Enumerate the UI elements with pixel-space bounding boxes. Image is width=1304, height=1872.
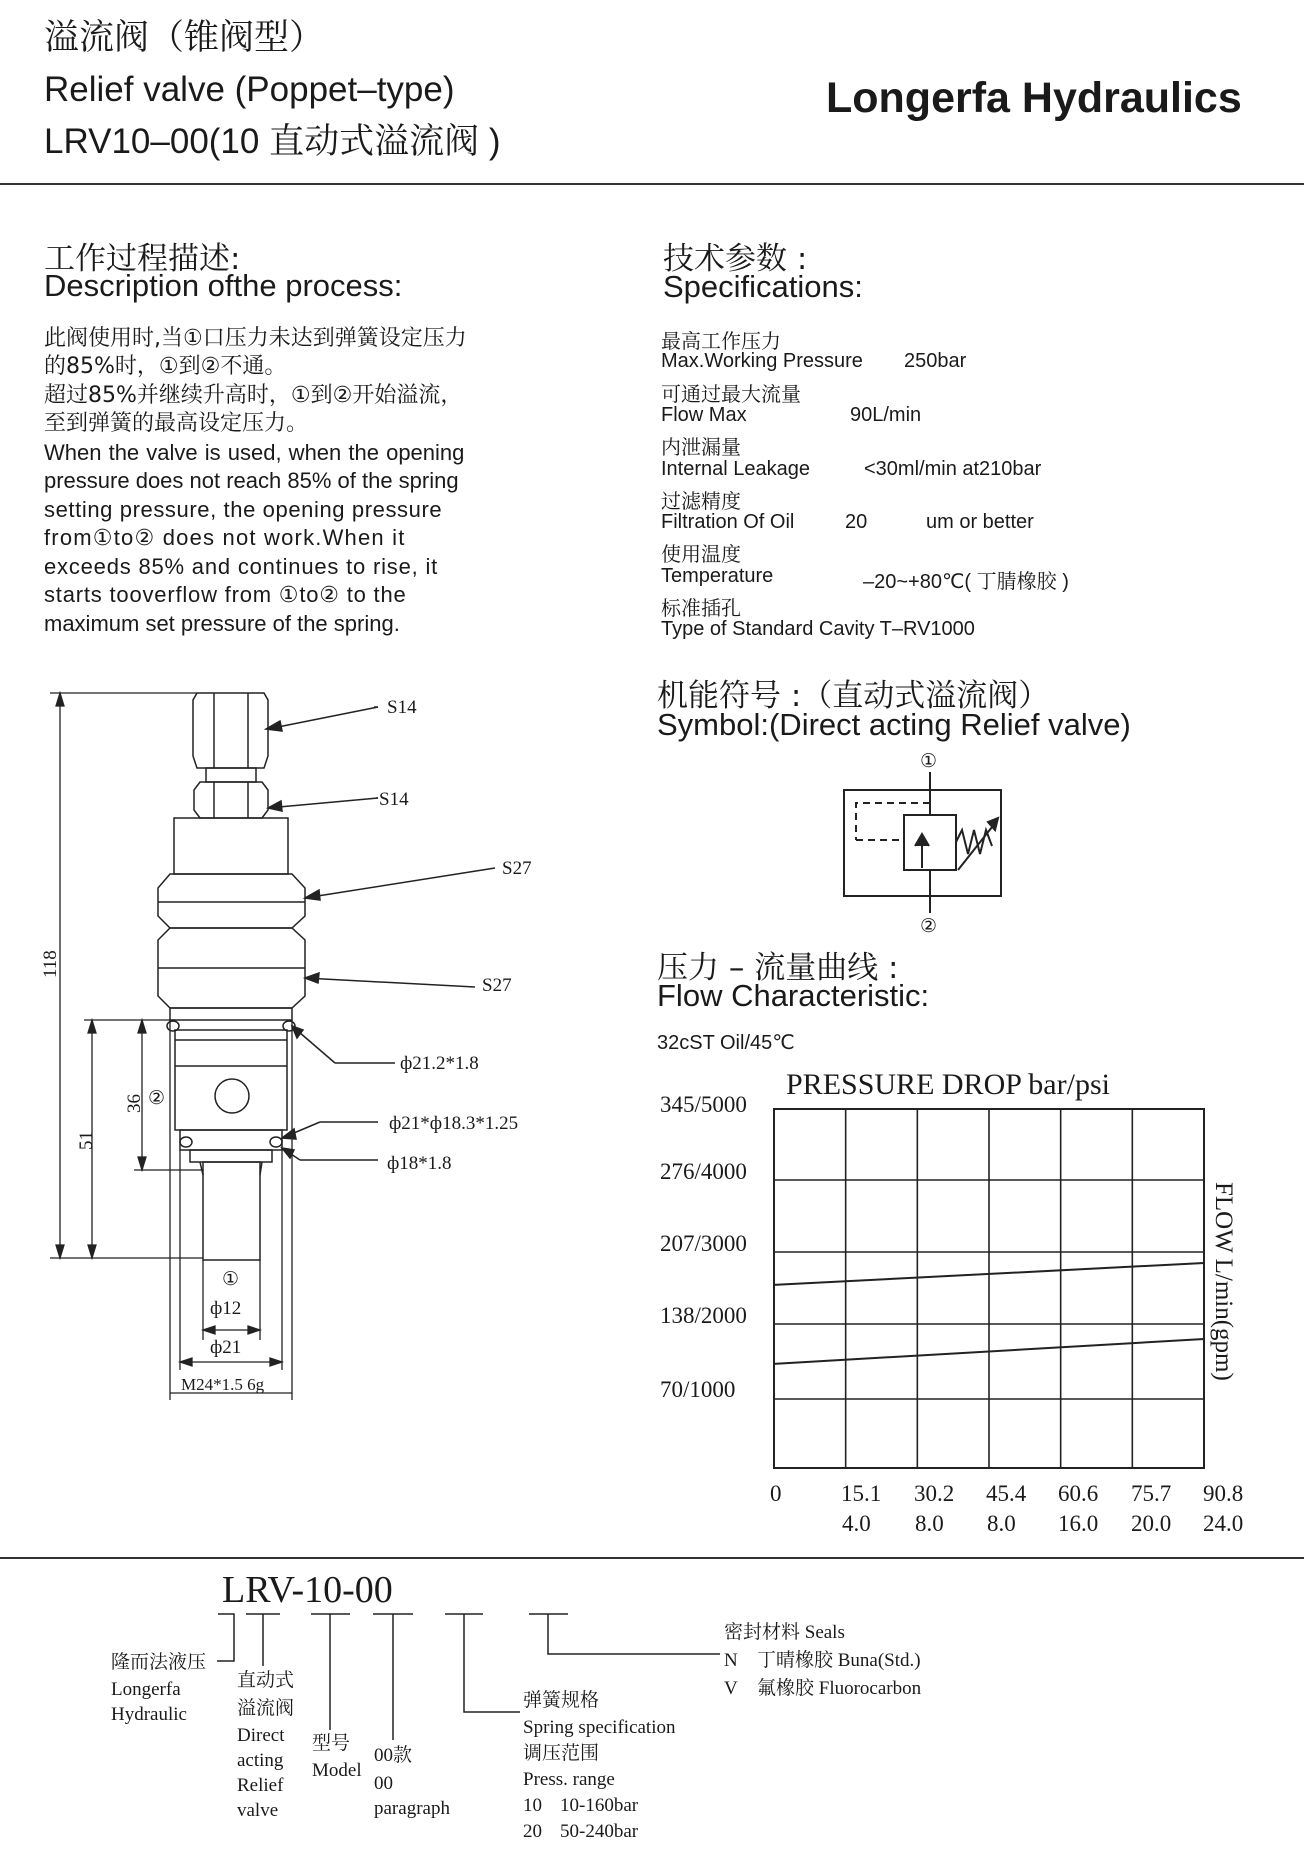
- type-en: acting: [237, 1750, 284, 1771]
- range-value: 10-160bar: [560, 1795, 639, 1816]
- specs-heading-cn: 技术参数 :: [663, 241, 808, 277]
- title-en: Relief valve (Poppet–type): [44, 70, 455, 109]
- type-cn: 直动式: [237, 1670, 295, 1691]
- spec-label: Temperature: [661, 565, 774, 587]
- range-en: Press. range: [523, 1769, 615, 1790]
- x-tick-label: 8.0: [915, 1511, 944, 1536]
- seal-code: N: [724, 1650, 738, 1671]
- spec-cn: 过滤精度: [661, 489, 741, 513]
- label-s14-mid: S14: [379, 789, 409, 810]
- dim-51: 51: [76, 1131, 97, 1150]
- dim-thread: M24*1.5 6g: [181, 1375, 265, 1394]
- label-s27-top: S27: [502, 858, 532, 879]
- description-line: setting pressure, the opening pressure: [44, 497, 443, 522]
- label-s27-bot: S27: [482, 975, 512, 996]
- type-cn: 溢流阀: [237, 1698, 295, 1719]
- spec-label: Internal Leakage: [661, 458, 811, 480]
- specs-heading-en: Specifications:: [663, 269, 863, 304]
- oil-spec: 32cST Oil/45℃: [657, 1032, 795, 1054]
- paragraph-code: 00: [374, 1773, 393, 1794]
- x-tick-label: 90.8: [1203, 1481, 1244, 1506]
- description-line: maximum set pressure of the spring.: [44, 611, 400, 636]
- description-line: exceeds 85% and continues to rise, it: [44, 554, 439, 579]
- x-tick-label: 30.2: [914, 1481, 955, 1506]
- paragraph-cn: 00款: [374, 1745, 413, 1766]
- description-line: starts tooverflow from ①to② to the: [44, 582, 407, 607]
- spring-cn: 弹簧规格: [523, 1690, 600, 1711]
- description-heading-en: Description ofthe process:: [44, 268, 403, 303]
- symbol-port1-label: ①: [920, 750, 938, 772]
- y-tick-label: 207/3000: [660, 1231, 747, 1256]
- order-code: LRV-10-00: [222, 1569, 393, 1611]
- seal-code: V: [724, 1678, 738, 1699]
- description-line: When the valve is used, when the opening: [44, 440, 465, 465]
- chart-ylabel: FLOW L/min(gpm): [1210, 1182, 1237, 1381]
- symbol-heading-en: Symbol:(Direct acting Relief valve): [657, 707, 1131, 742]
- model-cn: 型号: [312, 1733, 351, 1754]
- dim-36: 36: [124, 1094, 145, 1113]
- x-tick-label: 8.0: [987, 1511, 1016, 1536]
- description-line: pressure does not reach 85% of the spring: [44, 468, 459, 493]
- y-tick-label: 345/5000: [660, 1092, 747, 1117]
- description-line: 此阀使用时,当①口压力未达到弹簧设定压力: [44, 326, 467, 351]
- symbol-port2-label: ②: [920, 915, 938, 937]
- label-oring-1: ф21.2*1.8: [400, 1053, 479, 1074]
- spec-value: um or better: [926, 511, 1034, 533]
- label-oring-2: ф21*ф18.3*1.25: [389, 1113, 519, 1134]
- spec-cn: 内泄漏量: [661, 435, 741, 459]
- brand-en: Hydraulic: [111, 1704, 187, 1725]
- leader-lines: [266, 707, 495, 1160]
- x-tick-label: 75.7: [1131, 1481, 1172, 1506]
- spec-cn: 可通过最大流量: [661, 382, 801, 406]
- label-oring-3: ф18*1.8: [387, 1153, 452, 1174]
- symbol-heading-cn: 机能符号 :（直动式溢流阀）: [657, 678, 1050, 714]
- spec-label: Flow Max: [661, 404, 747, 426]
- x-tick-label: 45.4: [986, 1481, 1027, 1506]
- type-en: valve: [237, 1800, 279, 1821]
- brand-cn: 隆而法液压: [111, 1652, 207, 1673]
- dim-phi12: ф12: [210, 1298, 242, 1319]
- title-cn: 溢流阀（锥阀型）: [44, 18, 325, 58]
- relief-valve-symbol: [844, 772, 1001, 913]
- seals-title: 密封材料 Seals: [724, 1622, 845, 1643]
- brand-name: Longerfa Hydraulics: [826, 74, 1242, 122]
- spec-cn: 最高工作压力: [661, 329, 781, 353]
- y-tick-label: 70/1000: [660, 1377, 736, 1402]
- spec-label: Type of Standard Cavity T–RV1000: [661, 618, 975, 640]
- x-tick-label: 4.0: [842, 1511, 871, 1536]
- port1-label: ①: [222, 1269, 240, 1290]
- x-tick-label: 20.0: [1131, 1511, 1172, 1536]
- spec-value: 20: [845, 511, 868, 533]
- spring-en: Spring specification: [523, 1717, 676, 1738]
- description-line: 超过85%并继续升高时，①到②开始溢流，: [44, 383, 463, 408]
- description-heading-cn: 工作过程描述:: [44, 241, 241, 277]
- range-value: 50-240bar: [560, 1821, 639, 1842]
- description-line: 的85%时，①到②不通。: [44, 354, 287, 379]
- spec-value: 250bar: [904, 350, 967, 372]
- x-tick-label: 60.6: [1058, 1481, 1099, 1506]
- port2-label: ②: [148, 1088, 166, 1109]
- description-line: from①to② does not work.When it: [44, 525, 406, 550]
- range-cn: 调压范围: [523, 1743, 600, 1764]
- spec-label: Filtration Of Oil: [661, 511, 795, 533]
- x-tick-label: 16.0: [1058, 1511, 1099, 1536]
- x-tick-label: 24.0: [1203, 1511, 1244, 1536]
- y-tick-label: 138/2000: [660, 1303, 747, 1328]
- range-code: 10: [523, 1795, 542, 1816]
- seal-value: 丁晴橡胶 Buna(Std.): [757, 1650, 921, 1671]
- dim-phi21: ф21: [210, 1337, 242, 1358]
- spec-cn: 使用温度: [661, 542, 741, 566]
- type-en: Direct: [237, 1725, 285, 1746]
- chart-title: PRESSURE DROP bar/psi: [786, 1068, 1110, 1101]
- spec-value: <30ml/min at210bar: [864, 458, 1042, 480]
- spec-label: Max.Working Pressure: [661, 350, 863, 372]
- flow-heading-en: Flow Characteristic:: [657, 978, 930, 1013]
- flow-chart: [774, 1109, 1204, 1468]
- spec-cn: 标准插孔: [661, 596, 741, 620]
- description-line: 至到弹簧的最高设定压力。: [44, 411, 309, 436]
- type-en: Relief: [237, 1775, 284, 1796]
- spec-value: –20~+80℃( 丁腈橡胶 ): [863, 571, 1069, 593]
- spec-value: 90L/min: [850, 404, 922, 426]
- model-en: Model: [312, 1760, 362, 1781]
- seal-value: 氟橡胶 Fluorocarbon: [757, 1678, 922, 1699]
- x-tick-label: 15.1: [841, 1481, 882, 1506]
- label-s14-top: S14: [387, 697, 417, 718]
- dimension-lines: [50, 693, 292, 1400]
- flow-heading-cn: 压力 – 流量曲线 :: [657, 950, 899, 986]
- y-tick-label: 276/4000: [660, 1159, 747, 1184]
- paragraph-en: paragraph: [374, 1798, 450, 1819]
- range-code: 20: [523, 1821, 542, 1842]
- brand-en: Longerfa: [111, 1679, 181, 1700]
- x-tick-label: 0: [770, 1481, 782, 1506]
- model-line: LRV10–00(10 直动式溢流阀 ): [44, 122, 501, 161]
- dim-118: 118: [40, 950, 61, 978]
